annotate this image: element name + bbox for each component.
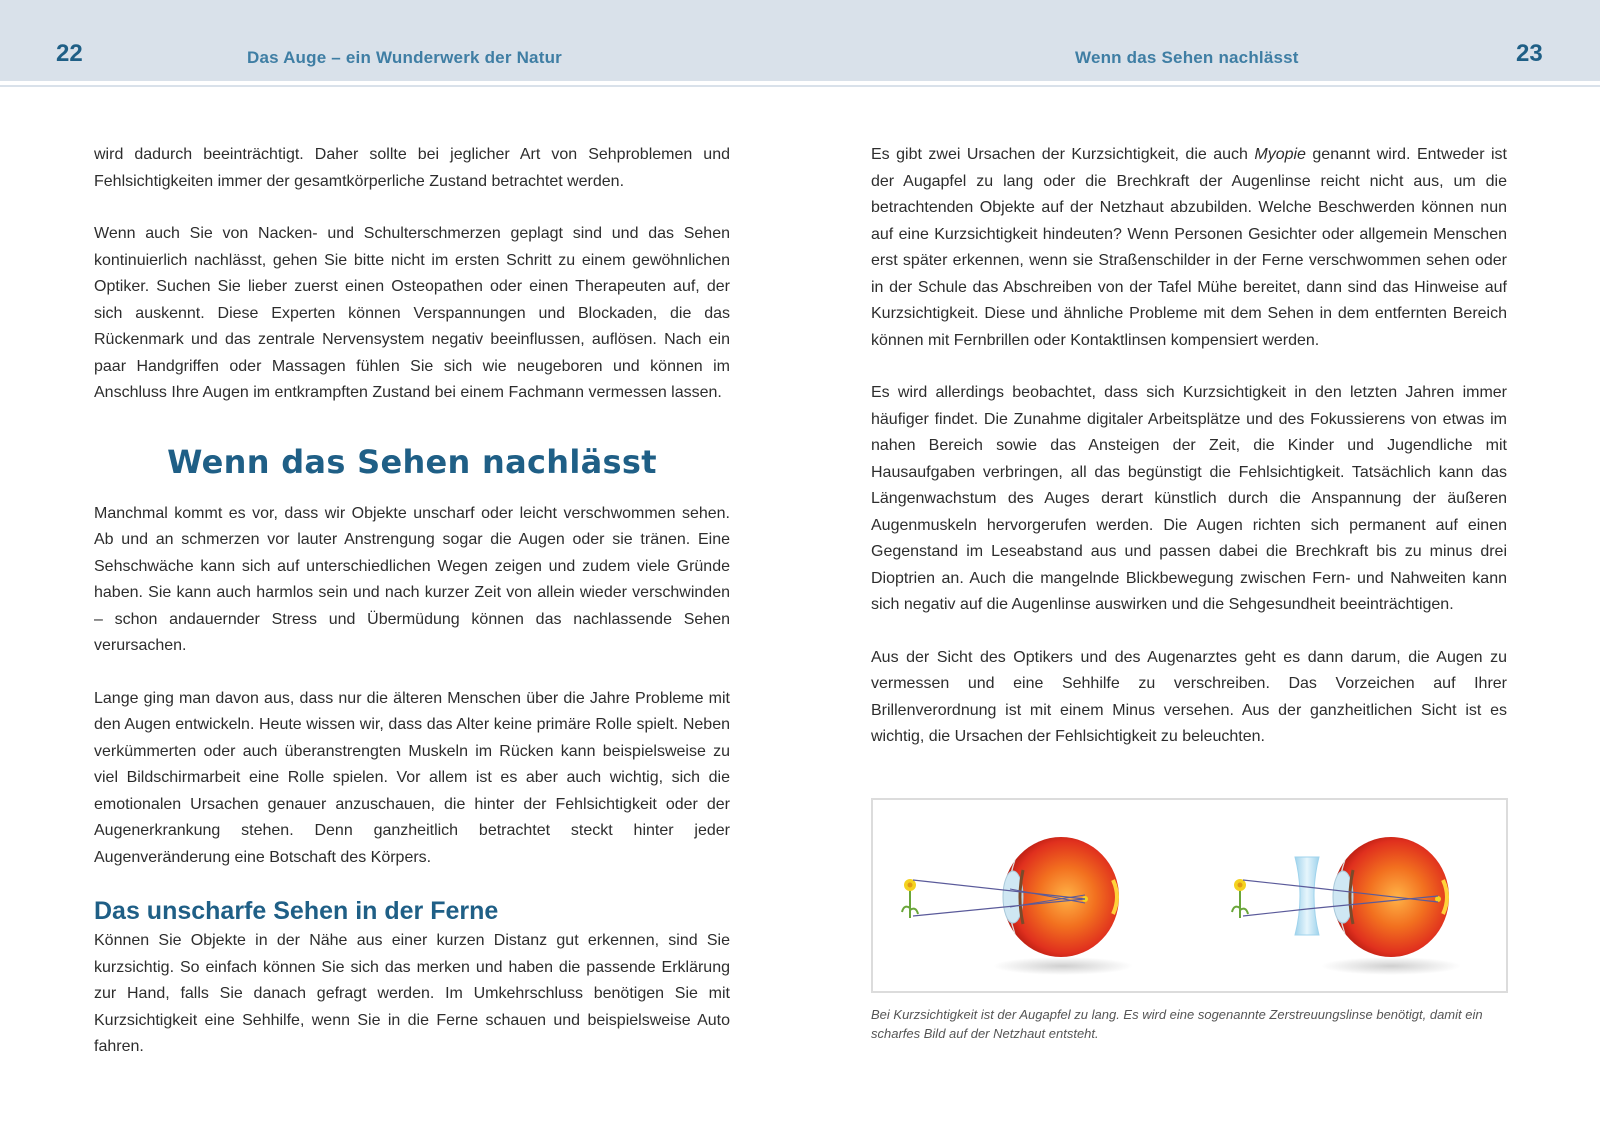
left-running-title: Das Auge – ein Wunderwerk der Natur [247,48,562,67]
left-paragraph-4: Lange ging man davon aus, dass nur die älteren Menschen über die Jahre Probleme mit den Augen entwickeln. Heute wissen wir, dass das Alter keine primäre Rolle spielt. Neben verkümmerten oder auch überanstrengten Muskeln im Rücken kann beispielsweise zu viel Bildschirmarbeit eine Rolle spielen. Vor allem ist es aber auch wichtig, sich die emotionalen Ursachen genauer anzuschauen, die hinter der Fehlsichtigkeit oder der Augenerkrankung stehen. Denn ganzheitlich betrachtet steckt hinter jeder Augenveränderung eine Botschaft des Körpers. [94,689,730,866]
right-paragraph-2: Es wird allerdings beobachtet, dass sich Kurzsichtigkeit in den letzten Jahren immer häufiger findet. Die Zunahme digitaler Arbeitsplätze und des Fokussierens von etwas im nahen Bereich sowie das Ansteigen der Zeit, die Kinder und Jugendliche mit Hausaufgaben verbringen, all das begünstigt die Fehlsichtigkeit. Tatsächlich kann das Längenwachstum des Auges derart künstlich durch die Anspannung der äußeren Augenmuskeln hervorgerufen werden. Die Augen richten sich permanent auf einen Gegenstand im Leseabstand aus und passen dabei die Brechkraft bis zu minus drei Dioptrien an. Auch die mangelnde Blickbewegung zwischen Fern- und Nahweiten kann sich negativ auf die Augenlinse auswirken und die Sehgesundheit beeinträchtigen. [871,384,1507,613]
concave-lens-icon [1295,857,1319,935]
eye-shadow [1321,957,1461,975]
right-running-title: Wenn das Sehen nachlässt [1075,48,1299,67]
section-heading: Wenn das Sehen nachlässt [167,442,657,481]
flower-icon [1232,879,1248,918]
subsection-heading: Das unscharfe Sehen in der Ferne [94,897,499,925]
uncorrected-eye-scene [902,837,1133,975]
flower-icon [902,879,918,918]
right-page-number: 23 [1516,40,1543,67]
right-column [871,142,1507,777]
left-column [94,142,730,1061]
myopia-illustration [871,798,1508,993]
myopia-diagram [873,800,1506,991]
right-paragraph-1-end: genannt wird. Entweder ist der Augapfel zu lang oder die Brechkraft der Augenlinse reicht nicht aus, um die betrachtenden Objekte auf der Netzhaut abzubilden. Welche Beschwerden können nun auf eine Kurzsichtigkeit hindeuten? Wenn Personen Gesichter oder allgemein Menschen erst später erkennen, wenn sie Straßenschilder in der Ferne verschwommen sehen oder in der Schule das Abschreiben von der Tafel Mühe bereitet, dann sind das Hinweise auf Kurzsichtigkeit. Diese und ähnliche Probleme mit dem Sehen in dem entfernten Bereich können mit Fernbrillen oder Kontaktlinsen kompensiert werden. [871,146,1507,349]
left-paragraph-1: wird dadurch beeinträchtigt. Daher sollte bei jeglicher Art von Sehproblemen und Fehlsichtigkeiten immer der gesamtkörperliche Zustand betrachtet werden. [94,146,730,190]
figure-caption: Bei Kurzsichtigkeit ist der Augapfel zu lang. Es wird eine sogenannte Zerstreuungslinse benötigt, damit ein scharfes Bild auf der Netzhaut entsteht. [871,1007,1483,1041]
left-paragraph-3: Manchmal kommt es vor, dass wir Objekte unscharf oder leicht verschwommen sehen. Ab und an schmerzen vor lauter Anstrengung sogar die Augen oder sie tränen. Eine Sehschwäche kann sich auf unterschiedlichen Wegen zeigen und zudem viele Gründe haben. Sie kann auch harmlos sein und nach kurzer Zeit von allein wieder verschwinden – schon andauernder Stress und Übermüdung können das nachlassende Sehen verursachen. [94,504,730,654]
right-paragraph-3: Aus der Sicht des Optikers und des Augenarztes geht es dann darum, die Augen zu vermessen und eine Sehhilfe zu verschreiben. Das Vorzeichen auf Ihrer Brillenverordnung ist mit einem Minus versehen. Aus der ganzheitlichen Sicht ist es wichtig, die Ursachen der Fehlsichtigkeit zu beleuchten. [871,648,1507,745]
header-divider [0,85,1600,87]
left-page-number: 22 [56,40,83,67]
eye-shadow [993,957,1133,975]
eyeball-icon [1003,837,1119,957]
right-paragraph-1-start: Es gibt zwei Ursachen der Kurzsichtigkeit, die auch [871,146,1255,163]
left-paragraph-2: Wenn auch Sie von Nacken- und Schulterschmerzen geplagt sind und das Sehen kontinuierlich nachlässt, gehen Sie bitte nicht im ersten Schritt zu einem gewöhnlichen Optiker. Suchen Sie lieber zuerst einen Osteopathen oder einen Therapeuten auf, der sich auskennt. Diese Experten können Verspannungen und Blockaden, die das Rückenmark und das zentrale Nervensystem negativ beeinflussen, auflösen. Nach ein paar Handgriffen oder Massagen fühlen Sie sich wie neugeboren und können im Anschluss Ihre Augen im entkrampften Zustand bei einem Fachmann vermessen lassen. [94,225,730,401]
right-paragraph-1 [871,142,1507,354]
left-paragraph-5: Können Sie Objekte in der Nähe aus einer kurzen Distanz gut erkennen, sind Sie kurzsichtig. So einfach können Sie sich das merken und haben die passende Erklärung zur Hand, falls Sie danach gefragt werden. Im Umkehrschluss benötigen Sie mit Kurzsichtigkeit eine Sehhilfe, wenn Sie in die Ferne schauen und beispielsweise Auto fahren. [94,932,730,1055]
corrected-eye-scene [1232,837,1461,975]
page-header [0,0,1600,81]
myopie-term: Myopie [1254,146,1306,163]
